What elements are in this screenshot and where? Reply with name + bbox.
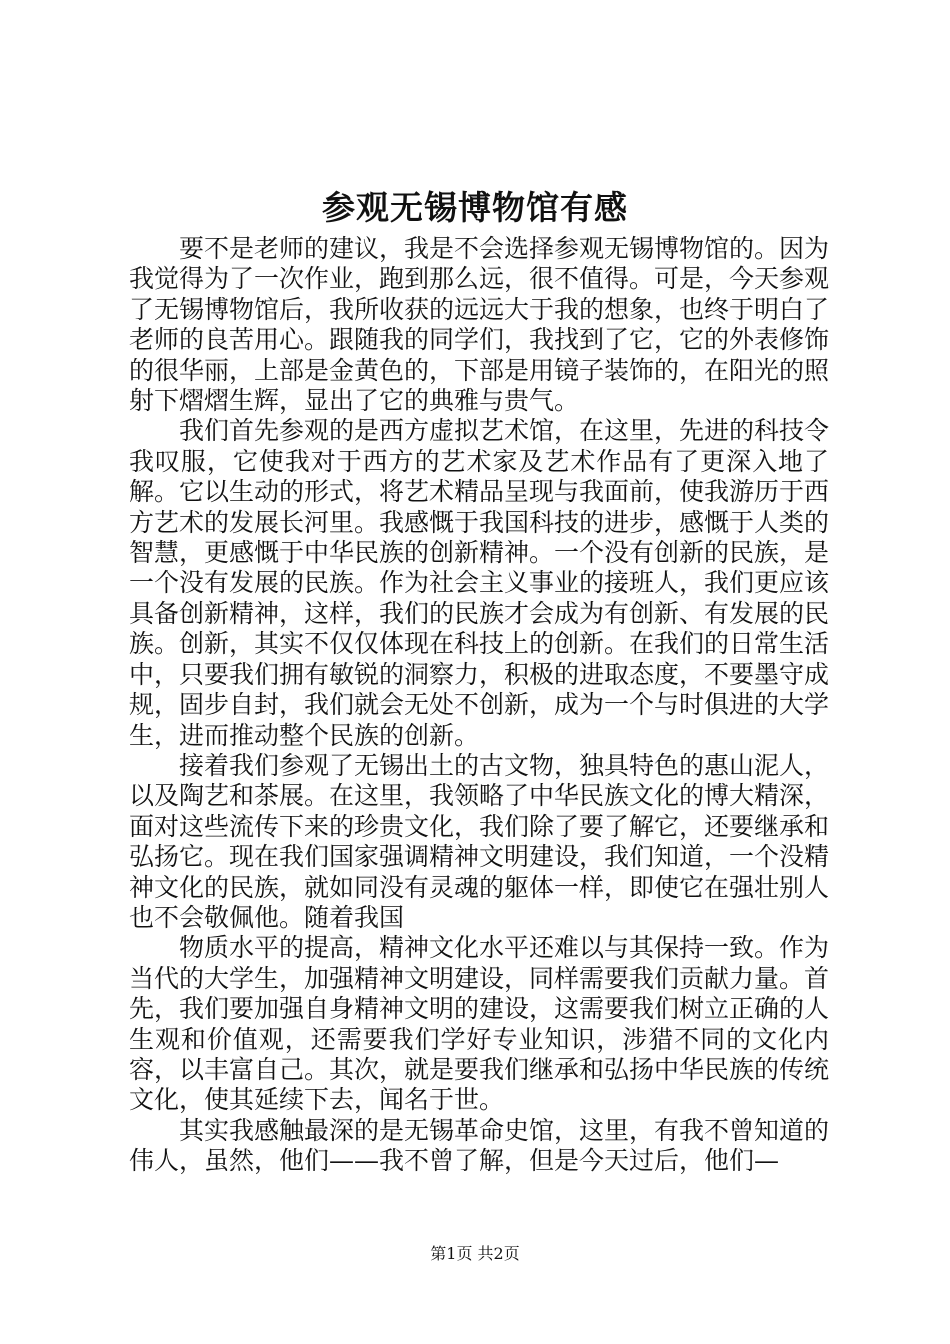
paragraph-2: 我们首先参观的是西方虚拟艺术馆，在这里，先进的科技令我叹服，它使我对于西方的艺术家及艺术作品有了更深入地了解。它以生动的形式，将艺术精品呈现与我面前，使我游历于西方艺术的发展长河里。我感慨于我国科技的进步，感慨于人类的智慧，更感慨于中华民族的创新精神。一个没有创新的民族，是一个没有发展的民族。作为社会主义事业的接班人，我们更应该具备创新精神，这样，我们的民族才会成为有创新、有发展的民族。创新，其实不仅仅体现在科技上的创新。在我们的日常生活中，只要我们拥有敏锐的洞察力，积极的进取态度，不要墨守成规，固步自封，我们就会无处不创新，成为一个与时俱进的大学生，进而推动整个民族的创新。 — [129, 416, 830, 750]
paragraph-5: 其实我感触最深的是无锡革命史馆，这里，有我不曾知道的伟人，虽然，他们——我不曾了解，但是今天过后，他们— — [129, 1115, 830, 1176]
paragraph-3: 接着我们参观了无锡出土的古文物，独具特色的惠山泥人，以及陶艺和茶展。在这里，我领略了中华民族文化的博大精深，面对这些流传下来的珍贵文化，我们除了要了解它，还要继承和弘扬它。现在我们国家强调精神文明建设，我们知道，一个没精神文化的民族，就如同没有灵魂的躯体一样，即使它在强壮别人也不会敬佩他。随着我国 — [129, 750, 830, 932]
paragraph-4: 物质水平的提高，精神文化水平还难以与其保持一致。作为当代的大学生，加强精神文明建设，同样需要我们贡献力量。首先，我们要加强自身精神文明的建设，这需要我们树立正确的人生观和价值观，还需要我们学好专业知识，涉猎不同的文化内容，以丰富自己。其次，就是要我们继承和弘扬中华民族的传统文化，使其延续下去，闻名于世。 — [129, 933, 830, 1115]
document-body — [129, 234, 829, 1177]
document-title: 参观无锡博物馆有感 — [322, 188, 628, 227]
page-number-footer: 第1页 共2页 — [430, 1244, 520, 1263]
paragraph-1: 要不是老师的建议，我是不会选择参观无锡博物馆的。因为我觉得为了一次作业，跑到那么远，很不值得。可是，今天参观了无锡博物馆后，我所收获的远远大于我的想象，也终于明白了老师的良苦用心。跟随我的同学们，我找到了它，它的外表修饰的很华丽，上部是金黄色的，下部是用镜子装饰的，在阳光的照射下熠熠生辉，显出了它的典雅与贵气。 — [129, 234, 830, 416]
